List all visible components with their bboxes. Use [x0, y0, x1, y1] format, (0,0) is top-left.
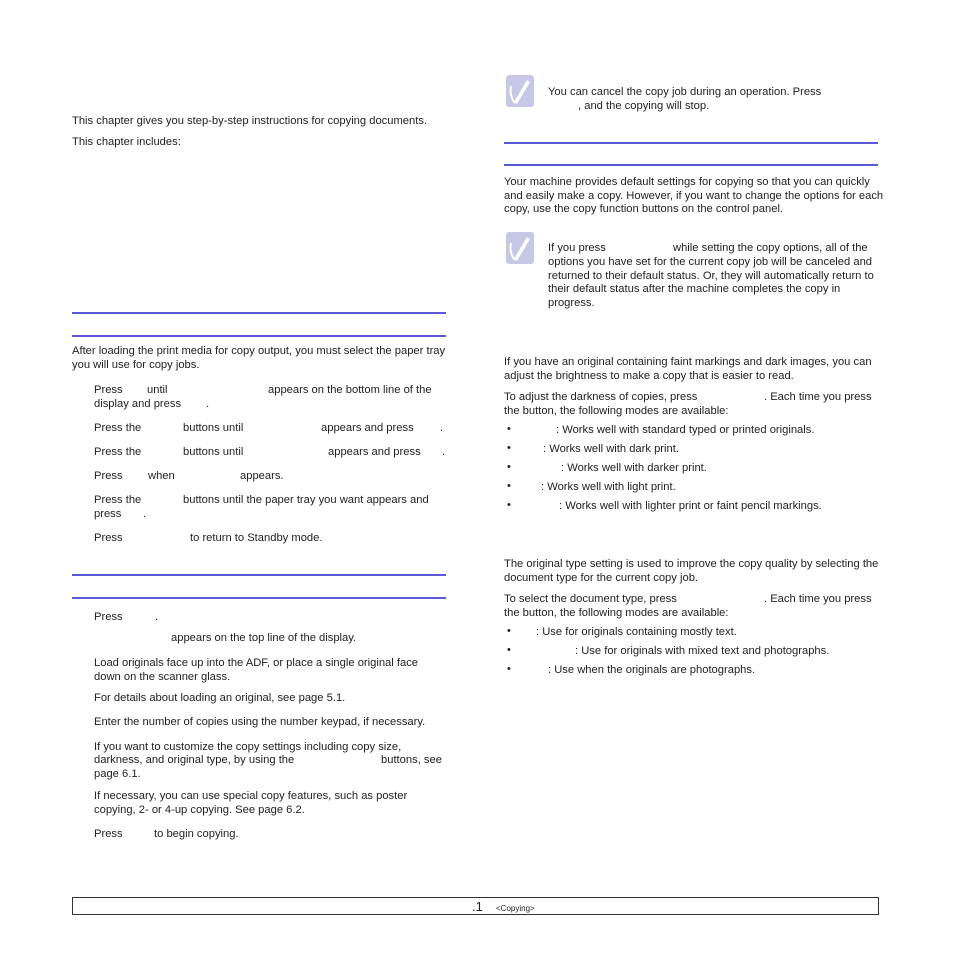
step-text: Load originals face up into the ADF, or place a single original face	[94, 657, 419, 669]
step-text: Press the	[94, 494, 142, 506]
mode-item: : Use when the originals are photographs.	[548, 664, 756, 676]
tray-intro: After loading the print media for copy output, you must select the paper tray you will use for copy jobs.	[72, 345, 446, 371]
step-text: down on the scanner glass.	[94, 671, 231, 683]
darkness-adjust: . Each time you press	[764, 391, 872, 403]
step-text: copying, 2- or 4-up copying. See page 6.2.	[94, 804, 305, 816]
bullet: •	[507, 663, 511, 675]
step-text: darkness, and original type, by using the	[94, 754, 295, 766]
note-icon	[505, 231, 535, 265]
page-number: .1	[472, 899, 483, 914]
type-adjust: the button, the following modes are available:	[504, 607, 729, 619]
darkness-adjust: To adjust the darkness of copies, press	[504, 391, 698, 403]
step-text: Enter the number of copies using the number keypad, if necessary.	[94, 716, 426, 728]
step-text: display and press	[94, 398, 182, 410]
step-text: .	[440, 422, 444, 434]
includes-text: This chapter includes:	[72, 136, 181, 148]
step-text: Press	[94, 470, 123, 482]
step-text: Press	[94, 611, 123, 623]
step-text: .	[206, 398, 210, 410]
bullet: •	[507, 461, 511, 473]
step-text: press	[94, 508, 122, 520]
step-text: page 6.1.	[94, 768, 141, 780]
step-text: appears on the bottom line of the	[268, 384, 432, 396]
intro-text: This chapter gives you step-by-step instructions for copying documents.	[72, 115, 428, 127]
note-icon	[505, 74, 535, 108]
mode-item: : Works well with lighter print or faint pencil markings.	[559, 500, 822, 512]
step-text: until	[147, 384, 168, 396]
mode-item: : Use for originals with mixed text and photographs.	[575, 645, 830, 657]
step-text: .	[442, 446, 446, 458]
step-text: .	[143, 508, 147, 520]
note-text: , and the copying will stop.	[578, 100, 710, 112]
note-text: You can cancel the copy job during an operation. Press	[548, 86, 822, 98]
bullet: •	[507, 442, 511, 454]
original-type-para: The original type setting is used to improve the copy quality by selecting the document type for the current copy job.	[504, 558, 879, 584]
note-text: If you press	[548, 242, 606, 254]
step-text: Press	[94, 384, 123, 396]
step-text: buttons until the paper tray you want appears and	[183, 494, 429, 506]
mode-item: : Works well with light print.	[541, 481, 676, 493]
mode-item: : Works well with darker print.	[561, 462, 707, 474]
step-text: Press	[94, 532, 123, 544]
step-text: Press	[94, 828, 123, 840]
mode-item: : Works well with dark print.	[543, 443, 679, 455]
step-text: If you want to customize the copy settings including copy size,	[94, 741, 402, 753]
section-rule	[72, 312, 446, 314]
step-text: .	[155, 611, 159, 623]
section-rule	[72, 597, 446, 599]
mode-item: : Works well with standard typed or printed originals.	[556, 424, 815, 436]
step-text: appears and press	[328, 446, 421, 458]
step-text: buttons until	[183, 446, 244, 458]
step-text: to return to Standby mode.	[190, 532, 323, 544]
type-adjust: To select the document type, press	[504, 593, 677, 605]
step-text: to begin copying.	[154, 828, 239, 840]
default-settings-para: Your machine provides default settings for copying so that you can quickly and easily make a copy. However, if you want to change the options for each copy, use the copy function buttons on the control panel.	[504, 176, 884, 216]
section-rule	[72, 574, 446, 576]
bullet: •	[507, 625, 511, 637]
chapter-label: <Copying>	[496, 904, 535, 913]
darkness-para: If you have an original containing faint markings and dark images, you can adjust the brightness to make a copy that is easier to read.	[504, 356, 872, 382]
step-text: For details about loading an original, see page 5.1.	[94, 692, 346, 704]
step-text: buttons until	[183, 422, 244, 434]
step-text: when	[148, 470, 175, 482]
bullet: •	[507, 480, 511, 492]
type-adjust: . Each time you press	[764, 593, 872, 605]
step-text: appears on the top line of the display.	[171, 632, 357, 644]
note-text: while setting the copy options, all of the	[673, 242, 868, 254]
step-text: appears and press	[321, 422, 414, 434]
bullet: •	[507, 644, 511, 656]
step-text: If necessary, you can use special copy features, such as poster	[94, 790, 408, 802]
darkness-adjust: the button, the following modes are available:	[504, 405, 729, 417]
mode-item: : Use for originals containing mostly text.	[536, 626, 737, 638]
bullet: •	[507, 423, 511, 435]
step-text: Press the	[94, 446, 142, 458]
step-text: appears.	[240, 470, 284, 482]
step-text: buttons, see	[381, 754, 442, 766]
section-rule	[504, 142, 878, 144]
bullet: •	[507, 499, 511, 511]
section-rule	[72, 335, 446, 337]
note-text: options you have set for the current copy job will be canceled and returned to their default status. Or, they will automatically return to their default status after the machine completes the copy in progress.	[548, 256, 874, 309]
section-rule	[504, 164, 878, 166]
step-text: Press the	[94, 422, 142, 434]
